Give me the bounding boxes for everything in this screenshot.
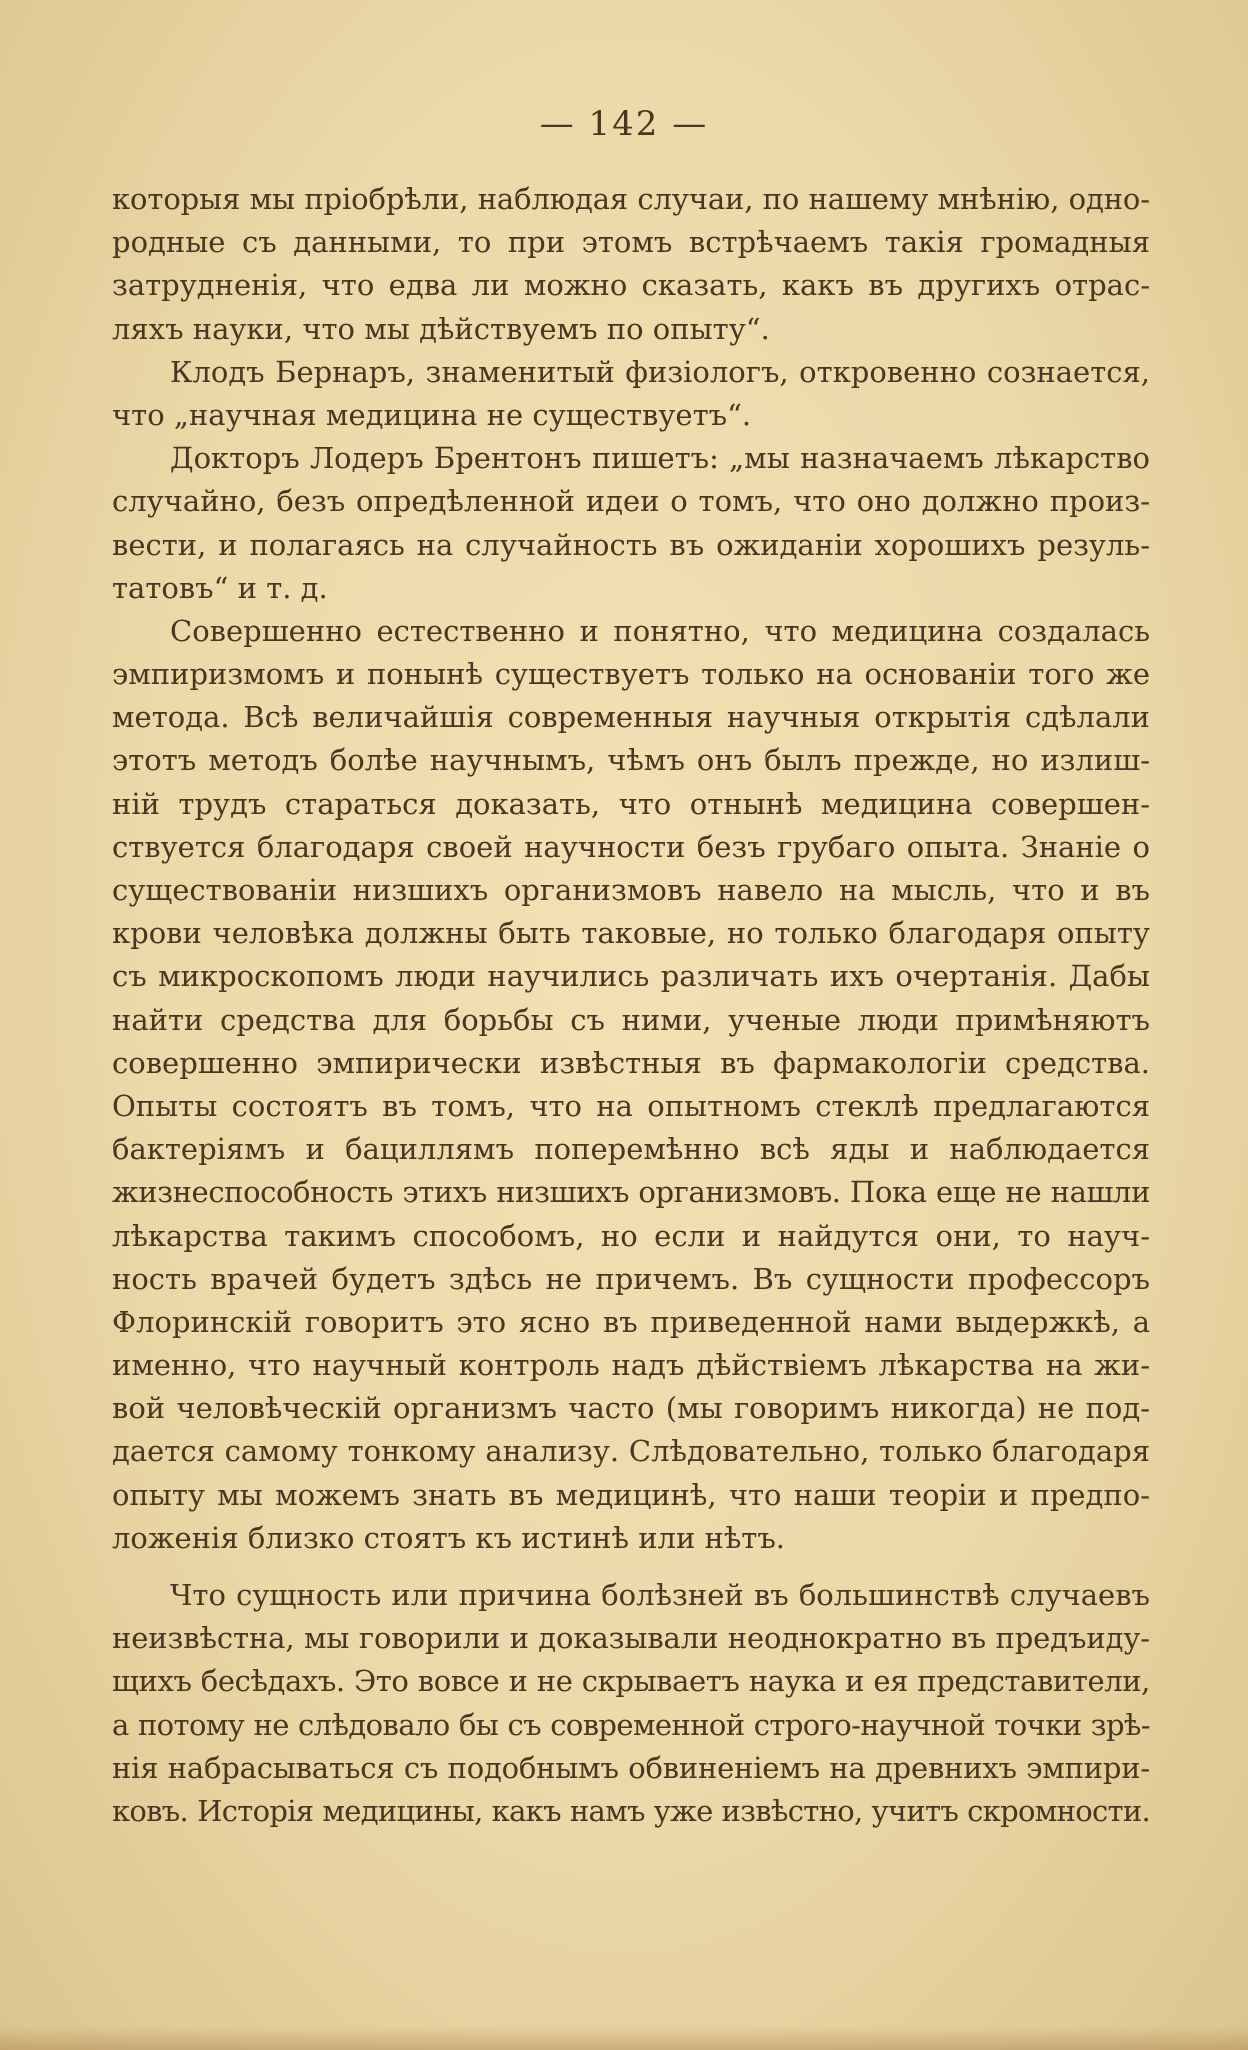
text-line: ній трудъ стараться доказать, что отнынѣ медицина совершен-: [112, 786, 1150, 821]
text-line: случайно, безъ опредѣленной идеи о томъ, что оно должно произ-: [112, 484, 1150, 519]
page-number: — 142 —: [539, 104, 709, 144]
paragraph: [112, 610, 1150, 1560]
paragraph: [112, 178, 1150, 351]
text-line: нія набрасываться съ подобнымъ обвиненіемъ на древнихъ эмпири-: [112, 1750, 1150, 1785]
text-line: ствуется благодаря своей научности безъ грубаго опыта. Знаніе о: [112, 829, 1150, 864]
text-line: ложенія близко стоятъ къ истинѣ или нѣтъ.: [112, 1520, 786, 1555]
paragraph: [112, 1574, 1150, 1833]
text-line: дается самому тонкому анализу. Слѣдовательно, только благодаря: [112, 1434, 1150, 1469]
text-line: затрудненія, что едва ли можно сказать, какъ въ другихъ отрас-: [112, 268, 1150, 303]
text-line: Докторъ Лодеръ Брентонъ пишетъ: „мы назначаемъ лѣкарство: [170, 441, 1150, 476]
text-line: Опыты состоятъ въ томъ, что на опытномъ стеклѣ предлагаются: [112, 1088, 1150, 1123]
text-line: татовъ“ и т. д.: [112, 570, 328, 605]
paragraph: [112, 351, 1150, 437]
text-line: бактеріямъ и бациллямъ поперемѣнно всѣ яды и наблюдается: [112, 1132, 1150, 1167]
body-text: [112, 178, 1150, 1833]
text-line: ляхъ науки, что мы дѣйствуемъ по опыту“.: [112, 311, 770, 346]
text-line: лѣкарства такимъ способомъ, но если и найдутся они, то науч-: [112, 1218, 1150, 1253]
text-line: а потому не слѣдовало бы съ современной строго-научной точки зрѣ-: [112, 1707, 1150, 1742]
text-line: что „научная медицина не существуетъ“.: [112, 397, 752, 432]
text-line: Что сущность или причина болѣзней въ большинствѣ случаевъ: [170, 1578, 1150, 1612]
text-line: ковъ. Исторія медицины, какъ намъ уже извѣстно, учитъ скромности.: [112, 1793, 1150, 1828]
text-line: ность врачей будетъ здѣсь не причемъ. Въ сущности профессоръ: [112, 1261, 1150, 1296]
text-line: вести, и полагаясь на случайность въ ожиданіи хорошихъ резуль-: [112, 527, 1150, 562]
text-line: существованіи низшихъ организмовъ навело на мысль, что и въ: [112, 873, 1150, 907]
text-line: совершенно эмпирически извѣстныя въ фармакологіи средства.: [112, 1045, 1150, 1080]
text-line: крови человѣка должны быть таковые, но только благодаря опыту: [112, 916, 1150, 951]
text-line: неизвѣстна, мы говорили и доказывали неоднократно въ предъиду-: [112, 1621, 1150, 1656]
text-line: жизнеспособность этихъ низшихъ организмовъ. Пока еще не нашли: [112, 1175, 1150, 1210]
paragraph-gap: [112, 1560, 1150, 1574]
text-line: щихъ бесѣдахъ. Это вовсе и не скрываетъ наука и ея представители,: [112, 1664, 1150, 1699]
page-edge-shadow: [0, 2026, 1248, 2050]
text-line: опыту мы можемъ знать въ медицинѣ, что наши теоріи и предпо-: [112, 1477, 1150, 1512]
text-line: Совершенно естественно и понятно, что медицина создалась: [170, 613, 1150, 648]
text-line: эмпиризмомъ и понынѣ существуетъ только на основаніи того же: [112, 657, 1150, 692]
paragraph: [112, 437, 1150, 610]
text-line: которыя мы пріобрѣли, наблюдая случаи, по нашему мнѣнію, одно-: [112, 182, 1150, 216]
text-line: съ микроскопомъ люди научились различать ихъ очертанія. Дабы: [112, 959, 1150, 994]
text-line: Флоринскій говоритъ это ясно въ приведенной нами выдержкѣ, а: [112, 1304, 1150, 1339]
text-line: Клодъ Бернаръ, знаменитый физіологъ, откровенно сознается,: [170, 354, 1150, 389]
text-line: метода. Всѣ величайшія современныя научныя открытія сдѣлали: [112, 700, 1150, 735]
text-line: родные съ данными, то при этомъ встрѣчаемъ такія громадныя: [112, 225, 1150, 260]
text-line: именно, что научный контроль надъ дѣйствіемъ лѣкарства на жи-: [112, 1348, 1150, 1383]
text-line: найти средства для борьбы съ ними, ученые люди примѣняютъ: [112, 1002, 1150, 1037]
text-line: вой человѣческій организмъ часто (мы говоримъ никогда) не под-: [112, 1391, 1150, 1426]
text-line: этотъ методъ болѣе научнымъ, чѣмъ онъ былъ прежде, но излиш-: [112, 743, 1150, 778]
